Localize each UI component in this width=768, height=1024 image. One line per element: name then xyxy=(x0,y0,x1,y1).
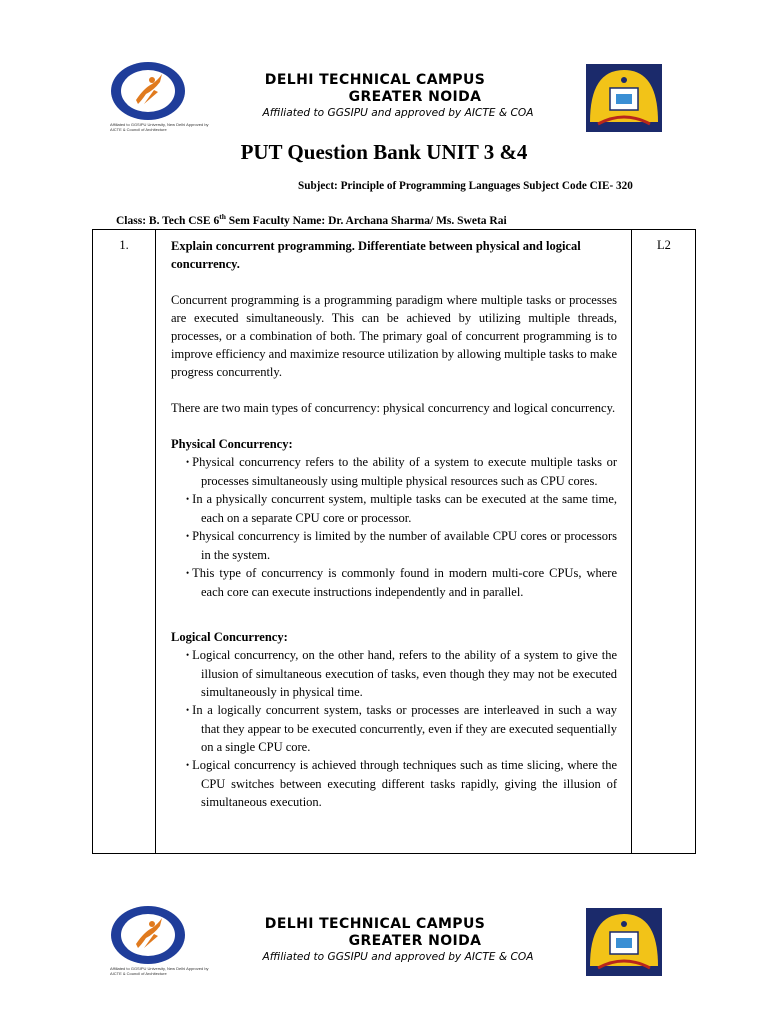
campus-location: GREATER NOIDA xyxy=(348,933,482,949)
class-suffix: Sem Faculty Name: Dr. Archana Sharma/ Ms. Sweta Rai xyxy=(225,214,507,227)
list-item: • In a logically concurrent system, tasks or processes are interleaved in such a way that they appear to be executed concurrently, even if they are executed sequentially on a single CPU core. xyxy=(171,701,617,756)
seal-caption: Affiliated to GGSIPU University, New Delhi Approved by AICTE & Council of Architecture xyxy=(110,966,209,976)
document-title: PUT Question Bank UNIT 3 &4 xyxy=(240,140,528,164)
column-divider xyxy=(155,230,156,853)
campus-name: DELHI TECHNICAL CAMPUS xyxy=(264,916,486,932)
campus-name: DELHI TECHNICAL CAMPUS xyxy=(264,72,486,88)
class-prefix: Class: B. Tech CSE 6 xyxy=(116,214,220,227)
list-item: • Physical concurrency refers to the ability of a system to execute multiple tasks or processes simultaneously using multiple physical resources such as CPU cores. xyxy=(171,453,617,490)
list-item: • Logical concurrency is achieved through techniques such as time slicing, where the CPU switches between executing different tasks rapidly, giving the illusion of simultaneous execution. xyxy=(171,756,617,811)
letterhead-text xyxy=(240,916,550,965)
letterhead-bottom xyxy=(100,902,680,982)
column-divider xyxy=(631,230,632,853)
university-emblem-logo xyxy=(584,62,664,134)
class-line xyxy=(116,212,507,227)
list-item: • In a physically concurrent system, multiple tasks can be executed at the same time, each on a separate CPU core or processor. xyxy=(171,490,617,527)
campus-location: GREATER NOIDA xyxy=(348,89,482,105)
list-item: • Logical concurrency, on the other hand, refers to the ability of a system to give the illusion of simultaneous execution of tasks, even though they may not be executed simultaneously in physical time. xyxy=(171,646,617,701)
college-seal-logo xyxy=(108,60,209,138)
logical-heading: Logical Concurrency: xyxy=(171,630,288,644)
affiliation-line: Affiliated to GGSIPU and approved by AICTE & COA xyxy=(262,107,534,119)
question-number: 1. xyxy=(119,238,129,252)
affiliation-line: Affiliated to GGSIPU and approved by AICTE & COA xyxy=(262,951,534,963)
intro-paragraph: Concurrent programming is a programming paradigm where multiple tasks or processes are executed simultaneously. This can be achieved by utilizing multiple threads, processes, or a combination of both. The primary goal of concurrent programming is to improve efficiency and maximize resource utilization by allowing multiple tasks to make progress concurrently. xyxy=(171,293,617,379)
university-emblem-logo xyxy=(584,906,664,978)
question-level: L2 xyxy=(657,238,671,252)
letterhead-top xyxy=(100,58,680,138)
types-paragraph: There are two main types of concurrency: physical concurrency and logical concurrency. xyxy=(171,401,616,415)
class-superscript: th xyxy=(219,212,226,221)
question-table xyxy=(92,229,696,854)
letterhead-text xyxy=(240,72,550,121)
question-content xyxy=(171,237,617,811)
seal-caption: Affiliated to GGSIPU University, New Delhi Approved by AICTE & Council of Architecture xyxy=(110,122,209,132)
physical-heading: Physical Concurrency: xyxy=(171,437,293,451)
list-item: • Physical concurrency is limited by the number of available CPU cores or processors in the system. xyxy=(171,527,617,564)
question-title: Explain concurrent programming. Differentiate between physical and logical concurrency. xyxy=(171,239,581,271)
list-item: • This type of concurrency is commonly found in modern multi-core CPUs, where each core can execute instructions independently and in parallel. xyxy=(171,564,617,601)
physical-list xyxy=(171,453,617,601)
college-seal-logo xyxy=(108,904,209,982)
subject-line: Subject: Principle of Programming Languages Subject Code CIE- 320 xyxy=(298,180,633,192)
logical-list xyxy=(171,646,617,811)
